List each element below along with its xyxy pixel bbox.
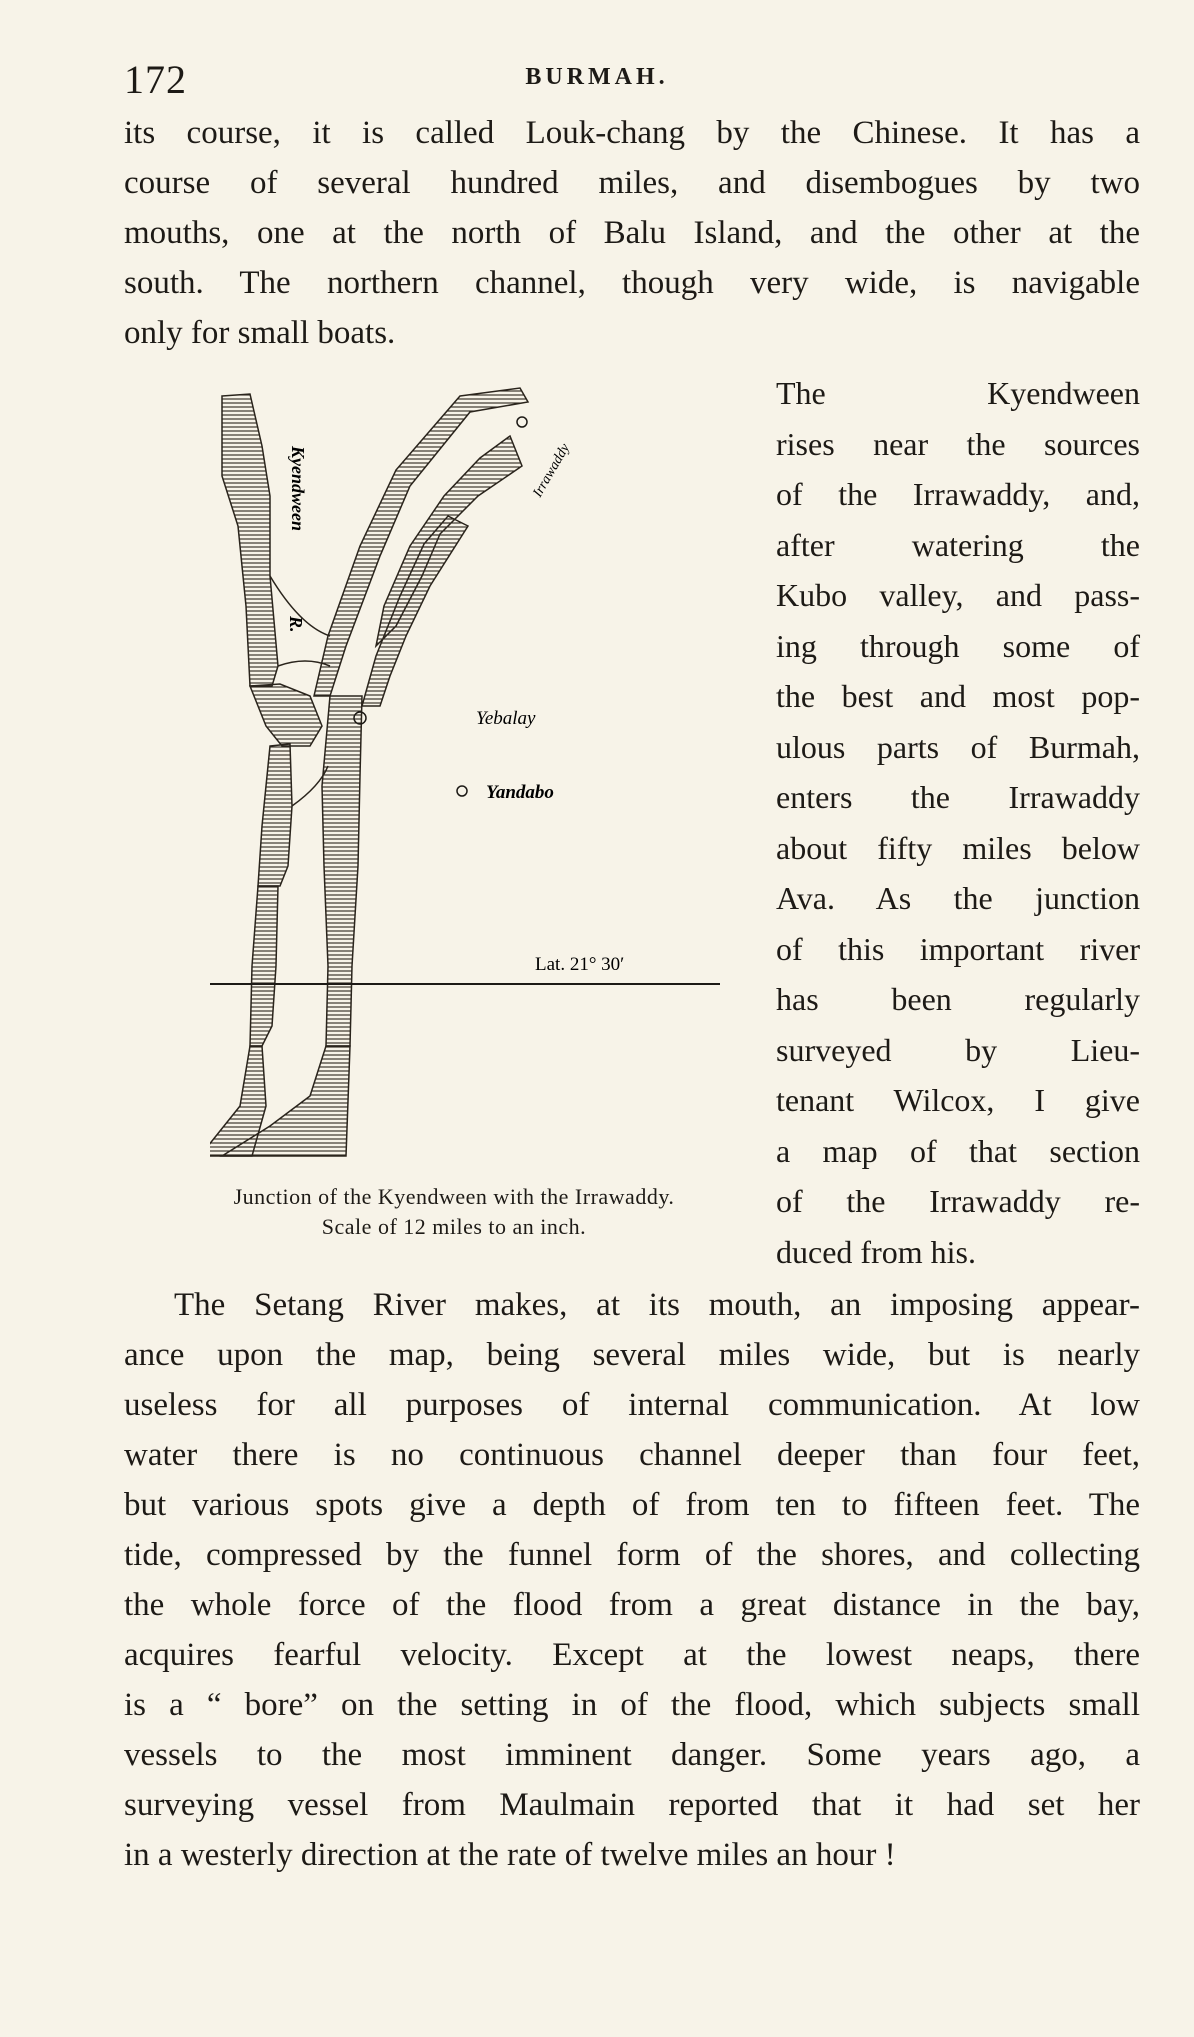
yandabo-label: Yandabo xyxy=(486,782,554,803)
kyendween-label: Kyendween xyxy=(288,446,308,531)
text-line: useless for all purposes of internal communication. At low xyxy=(124,1387,1140,1423)
yebalay-label: Yebalay xyxy=(476,708,536,729)
text-line: its course, it is called Louk-chang by the Chinese. It has a xyxy=(124,115,1140,151)
paragraph-top xyxy=(124,108,1140,358)
text-line: south. The northern channel, though very wide, is navigable xyxy=(124,265,1140,301)
text-line: surveying vessel from Maulmain reported that it had set her xyxy=(124,1787,1140,1823)
text-line: the whole force of the flood from a great distance in the bay, xyxy=(124,1587,1140,1623)
text-line: is a “ bore” on the setting in of the flood, which subjects small xyxy=(124,1687,1140,1723)
text-line: but various spots give a depth of from ten to fifteen feet. The xyxy=(124,1487,1140,1523)
text-line: mouths, one at the north of Balu Island, and the other at the xyxy=(124,215,1140,251)
text-line: acquires fearful velocity. Except at the lowest neaps, there xyxy=(124,1637,1140,1673)
text-line: The Setang River makes, at its mouth, an imposing appear- xyxy=(174,1287,1140,1323)
text-line: ulous parts of Burmah, xyxy=(776,728,1140,765)
text-line: tenant Wilcox, I give xyxy=(776,1082,1140,1118)
text-line: has been regularly xyxy=(776,981,1140,1017)
text-line: tide, compressed by the funnel form of the shores, and collecting xyxy=(124,1537,1140,1573)
text-line: course of several hundred miles, and disembogues by two xyxy=(124,165,1140,201)
text-line: ing through some of xyxy=(776,627,1140,664)
text-line: Ava. As the junction xyxy=(776,880,1140,916)
text-line: duced from his. xyxy=(776,1233,976,1270)
map-caption xyxy=(148,1182,760,1242)
page-number: 172 xyxy=(124,57,187,102)
caption-title: Junction of the Kyendween with the Irrawaddy. xyxy=(233,1184,675,1209)
text-line: surveyed by Lieu- xyxy=(776,1031,1140,1068)
river-junction-map xyxy=(210,366,730,1176)
text-line: the best and most pop- xyxy=(776,678,1140,714)
irrawaddy-label: Irrawaddy xyxy=(530,441,574,500)
text-line: enters the Irrawaddy xyxy=(776,779,1140,815)
running-head: BURMAH. xyxy=(525,64,669,90)
river-r-label: R. xyxy=(286,616,306,633)
text-line: of the Irrawaddy re- xyxy=(776,1183,1140,1219)
text-line: Kubo valley, and pass- xyxy=(776,577,1140,613)
text-line: about fifty miles below xyxy=(776,829,1140,866)
text-line: vessels to the most imminent danger. Some years ago, a xyxy=(124,1737,1140,1773)
text-line: water there is no continuous channel deeper than four feet, xyxy=(124,1437,1140,1473)
irrawaddy-marker xyxy=(517,417,527,427)
yandabo-marker xyxy=(457,786,467,796)
side-text xyxy=(776,368,1140,1277)
text-line: rises near the sources xyxy=(776,425,1140,462)
text-line: of the Irrawaddy, and, xyxy=(776,476,1140,512)
text-line: only for small boats. xyxy=(124,315,396,351)
text-line: a map of that section xyxy=(776,1132,1140,1169)
text-line: ance upon the map, being several miles wide, but is nearly xyxy=(124,1337,1140,1373)
paragraph-bottom xyxy=(124,1280,1140,1880)
text-line: of this important river xyxy=(776,930,1140,967)
caption-scale: Scale of 12 miles to an inch. xyxy=(321,1214,587,1239)
text-line: in a westerly direction at the rate of twelve miles an hour ! xyxy=(124,1837,896,1873)
text-line: The Kyendween xyxy=(776,375,1140,411)
text-line: after watering the xyxy=(776,526,1140,563)
latitude-label: Lat. 21° 30′ xyxy=(535,954,625,975)
